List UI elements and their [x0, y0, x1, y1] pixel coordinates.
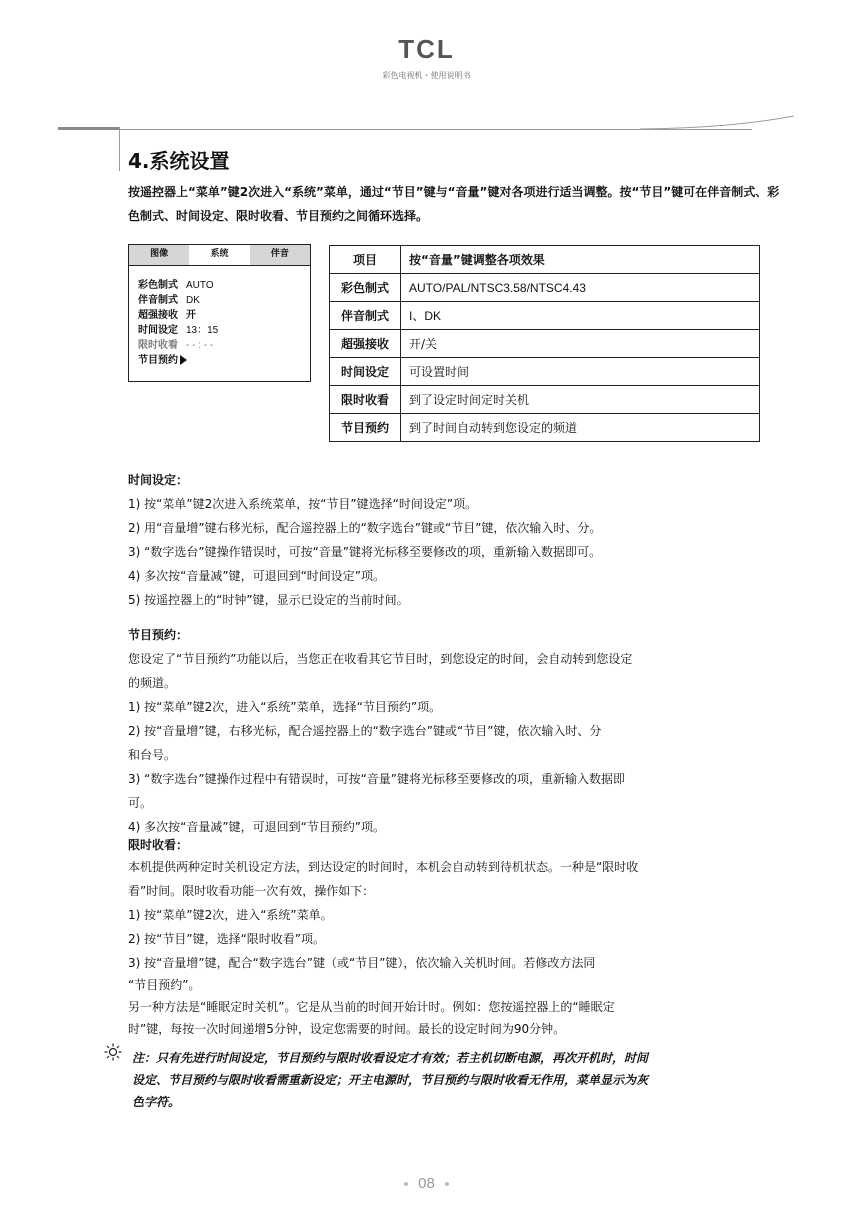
dot-icon: [404, 1182, 408, 1186]
paragraph-line: 时”键，每按一次时间递增5分钟，设定您需要的时间。最长的设定时间为90分钟。: [128, 1022, 566, 1036]
sun-icon: [104, 1043, 122, 1061]
paragraph-line: 2) 按“音量增”键，右移光标，配合遥控器上的“数字选台”键或“节目”键，依次输入时、分: [128, 724, 602, 738]
arrow-right-icon: [180, 355, 187, 365]
table-cell-effect: 到了设定时间定时关机: [401, 386, 760, 414]
table-row: [330, 414, 760, 442]
table-header-row: [330, 246, 760, 274]
osd-row-label: 彩色制式: [138, 280, 178, 291]
table-row: [330, 358, 760, 386]
paragraph-line: 和台号。: [128, 748, 177, 762]
list-item: 2) 用“音量增”键右移光标，配合遥控器上的“数字选台”键或“节目”键，依次输入时、分。: [128, 521, 602, 535]
section-marker-line: [119, 127, 120, 171]
table-cell-item: 限时收看: [330, 386, 401, 414]
osd-tab-bar: [129, 245, 310, 266]
table-row: [330, 386, 760, 414]
osd-row-label: 限时收看: [138, 340, 178, 351]
osd-row-value: AUTO: [186, 280, 214, 291]
table-header-cell: 项目: [330, 246, 401, 274]
table-cell-item: 彩色制式: [330, 274, 401, 302]
osd-row: [138, 310, 196, 322]
list-item: 3) “数字选台”键操作错误时，可按“音量”键将光标移至要修改的项，重新输入数据即可。: [128, 545, 602, 559]
header-rule-accent: [58, 127, 120, 130]
page-number: [0, 1175, 853, 1192]
osd-menu-illustration: [128, 244, 311, 382]
osd-row-value: - - : - -: [186, 340, 214, 351]
table-cell-item: 超强接收: [330, 330, 401, 358]
paragraph-line: 本机提供两种定时关机设定方法，到达设定的时间时，本机会自动转到待机状态。一种是“限时收: [128, 860, 639, 874]
note-line: 设定、节目预约与限时收看需重新设定；开主电源时，节目预约与限时收看无作用，菜单显示为灰: [132, 1073, 649, 1087]
osd-row: [138, 295, 200, 307]
settings-table: [329, 245, 760, 442]
osd-row-value: 开: [186, 310, 196, 321]
paragraph-line: “节目预约”。: [128, 978, 201, 992]
paragraph-line: 2) 按“节目”键，选择“限时收看”项。: [128, 932, 325, 946]
table-cell-item: 时间设定: [330, 358, 401, 386]
header-rule-curve: [640, 112, 800, 132]
paragraph-line: 3) “数字选台”键操作过程中有错误时，可按“音量”键将光标移至要修改的项，重新输入数据即: [128, 772, 626, 786]
dot-icon: [445, 1182, 449, 1186]
table-cell-effect: 到了时间自动转到您设定的频道: [401, 414, 760, 442]
section-intro: 按遥控器上“菜单”键2次进入“系统”菜单，通过“节目”键与“音量”键对各项进行适当调整。按“节目”键可在伴音制式、彩色制式、时间设定、限时收看、节目预约之间循环选择。: [128, 185, 780, 223]
table-cell-effect: 开/关: [401, 330, 760, 358]
osd-tab-sound: 伴音: [250, 245, 310, 265]
time-setting-heading: 时间设定：: [128, 473, 189, 487]
list-item: 1) 按“菜单”键2次进入系统菜单，按“节目”键选择“时间设定”项。: [128, 497, 478, 511]
osd-row-value: 13：15: [186, 325, 219, 336]
table-cell-effect: 可设置时间: [401, 358, 760, 386]
osd-tab-picture: 图像: [129, 245, 189, 265]
paragraph-line: 3) 按“音量增”键，配合“数字选台”键（或“节目”键），依次输入关机时间。若修改方法同: [128, 956, 596, 970]
osd-row: [138, 355, 187, 367]
paragraph-line: 1) 按“菜单”键2次，进入“系统”菜单，选择“节目预约”项。: [128, 700, 442, 714]
paragraph-line: 可。: [128, 796, 153, 810]
header-subtitle: 彩色电视机・使用说明书: [382, 71, 471, 80]
section-title: 4.系统设置: [128, 149, 230, 173]
list-item: 5) 按遥控器上的“时钟”键，显示已设定的当前时间。: [128, 593, 409, 607]
table-row: [330, 302, 760, 330]
paragraph-line: 看”时间。限时收看功能一次有效，操作如下：: [128, 884, 375, 898]
osd-row: [138, 340, 213, 352]
osd-row: [138, 325, 218, 337]
table-cell-item: 节目预约: [330, 414, 401, 442]
paragraph-line: 4) 多次按“音量减”键，可退回到“节目预约”项。: [128, 820, 385, 834]
brand-logo: TCL: [398, 34, 455, 64]
list-item: 4) 多次按“音量减”键，可退回到“时间设定”项。: [128, 569, 385, 583]
paragraph-line: 您设定了“节目预约”功能以后，当您正在收看其它节目时，到您设定的时间，会自动转到您设定: [128, 652, 633, 666]
program-booking-heading: 节目预约：: [128, 628, 189, 642]
osd-row-value: DK: [186, 295, 200, 306]
table-row: [330, 274, 760, 302]
osd-row-label: 超强接收: [138, 310, 178, 321]
table-cell-effect: I、DK: [401, 302, 760, 330]
osd-row-label: 时间设定: [138, 325, 178, 336]
table-cell-effect: AUTO/PAL/NTSC3.58/NTSC4.43: [401, 274, 760, 302]
osd-row-label: 伴音制式: [138, 295, 178, 306]
table-cell-item: 伴音制式: [330, 302, 401, 330]
page-number-text: 08: [418, 1175, 435, 1192]
osd-row: [138, 280, 214, 292]
timed-viewing-heading: 限时收看：: [128, 838, 189, 852]
note-line: 色字符。: [132, 1095, 181, 1109]
table-row: [330, 330, 760, 358]
paragraph-line: 另一种方法是“睡眠定时关机”。它是从当前的时间开始计时。例如：您按遥控器上的“睡眠定: [128, 1000, 615, 1014]
paragraph-line: 1) 按“菜单”键2次，进入“系统”菜单。: [128, 908, 333, 922]
table-header-cell: 按“音量”键调整各项效果: [401, 246, 760, 274]
osd-tab-system: 系统: [189, 245, 249, 265]
osd-row-label: 节目预约: [138, 355, 178, 366]
paragraph-line: 的频道。: [128, 676, 177, 690]
note-line: 注：只有先进行时间设定，节目预约与限时收看设定才有效；若主机切断电源，再次开机时，时间: [132, 1051, 649, 1065]
